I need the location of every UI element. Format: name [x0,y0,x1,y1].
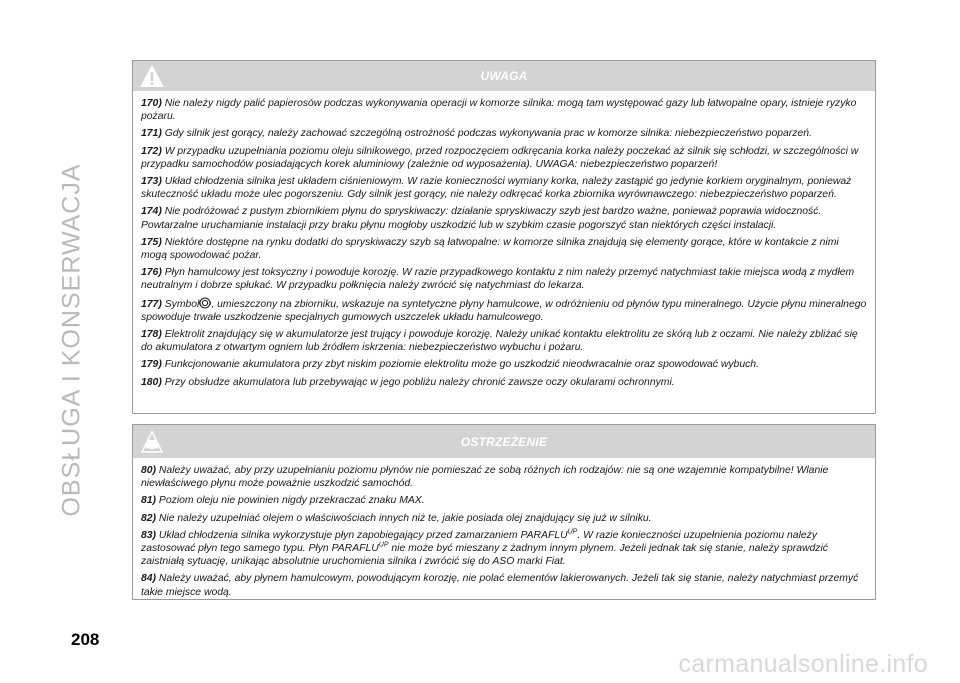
list-item: 84) Należy uważać, aby płynem hamulcowym, powodującym korozję, nie polać elementów lakierowanych. Jeżeli tak się stanie, należy natychmiast przemyć takie miejsce wodą. [141,573,859,598]
section-side-title: OBSŁUGA I KONSERWACJA [57,163,86,517]
list-item: 173) Układ chłodzenia silnika jest układem ciśnieniowym. W razie konieczności wymiany korka, należy zastąpić go jedynie korkiem oryginalnym, ponieważ skuteczność układu może ulec pogorszeniu. Gdy silnik jest gorący, nie należy odkręcać korka zbiornika wyrównawczego: niebezpieczeństwo poparzeń. [141,176,852,201]
warning-box [132,60,876,414]
list-item: 178) Elektrolit znajdujący się w akumulatorze jest trujący i powoduje korozję. Należy unikać kontaktu elektrolitu ze skórą lub z oczami. Nie należy zbliżać się do akumulatora z otwartym ogniem lub źródłem iskrzenia: niebezpieczeństwo wybuchu i pożaru. [141,329,858,354]
list-item: 176) Płyn hamulcowy jest toksyczny i powoduje korozję. W razie przypadkowego kontaktu z nim należy przemyć natychmiast takie miejsca wodą z mydłem neutralnym i dobrze spłukać. W przypadku połknięcia należy zwrócić się natychmiast do lekarza. [141,267,855,292]
list-item: 172) W przypadku uzupełniania poziomu oleju silnikowego, przed rozpoczęciem odkręcania korka należy poczekać aż silnik się schłodzi, w szczególności w przypadku samochodów posiadających korek aluminiowy (zależnie od wyposażenia). UWAGA: niebezpieczeństwo poparzeń! [141,145,859,170]
warning-title: UWAGA [480,69,528,83]
caution-header [133,425,875,458]
list-item: 83) Układ chłodzenia silnika wykorzystuje płyn zapobiegający przed zamarzaniem $PARAFLU^{UP}$. W razie konieczności uzupełnienia poziomu należy zastosować płyn tego samego typu. Płyn $PARAFLU^{UP}$ nie może być mieszany z żadnym innym płynem. Jeżeli jednak tak się stanie, należy sprawdzić zaistniałą sytuację, unikając absolutnie uruchomienia silnika i zwrócić się do ASO marki Fiat. [141,528,828,568]
list-item: 80) Należy uważać, aby przy uzupełnianiu poziomu płynów nie pomieszać ze sobą różnych ich rodzajów: nie są one wzajemnie kompatybilne! Wlanie niewłaściwego płynu może poważnie uszkodzić samochód. [141,465,829,490]
synthetic-brake-fluid-icon [199,297,211,309]
caution-list [133,458,875,599]
list-item: 171) Gdy silnik jest gorący, należy zachować szczególną ostrożność podczas wykonywania prac w komorze silnika: niebezpieczeństwo poparzeń. [141,128,812,140]
list-item: 179) Funkcjonowanie akumulatora przy zbyt niskim poziomie elektrolitu może go uszkodzić nieodwracalnie oraz spowodować wybuch. [141,359,759,371]
page-number: 208 [71,630,100,649]
list-item: 180) Przy obsłudze akumulatora lub przebywając w jego pobliżu należy chronić zawsze oczy okularami ochronnymi. [141,376,675,388]
warning-header [133,61,875,91]
caution-title: OSTRZEŻENIE [460,435,548,449]
warning-list [133,91,875,389]
list-item: 175) Niektóre dostępne na rynku dodatki do spryskiwaczy szyb są łatwopalne: w komorze silnika znajdują się elementy gorące, które w kontakcie z nimi mogą spowodować pożar. [141,236,839,262]
caution-box [132,424,876,600]
list-item: 174) Nie podróżować z pustym zbiornikiem płynu do spryskiwaczy: działanie spryskiwaczy szyb jest bardzo ważne, ponieważ poprawia widoczność. Powtarzalne uruchamianie instalacji przy braku płynu mogłoby uszkodzić lub w szybkim czasie pogorszyć stan niektórych części instalacji. [141,206,822,231]
list-item: 81) Poziom oleju nie powinien nigdy przekraczać znaku MAX. [141,495,425,507]
list-item: 82) Nie należy uzupełniać olejem o właściwościach innych niż te, jakie posiada olej znajdujący się już w silniku. [141,512,652,524]
list-item: 177) Symbol , umieszczony na zbiorniku, wskazuje na syntetyczne płyny hamulcowe, w odróżnieniu od płynów typu mineralnego. Użycie płynu mineralnego spowoduje trwałe uszkodzenie specjalnych gumowych uszczelek układu hamulcowego. [141,298,867,323]
watermark: carmanualsonline.info [678,650,928,678]
list-item: 170) Nie należy nigdy palić papierosów podczas wykonywania operacji w komorze silnika: mogą tam występować gazy lub łatwopalne opary, istnieje ryzyko pożaru. [141,98,857,123]
